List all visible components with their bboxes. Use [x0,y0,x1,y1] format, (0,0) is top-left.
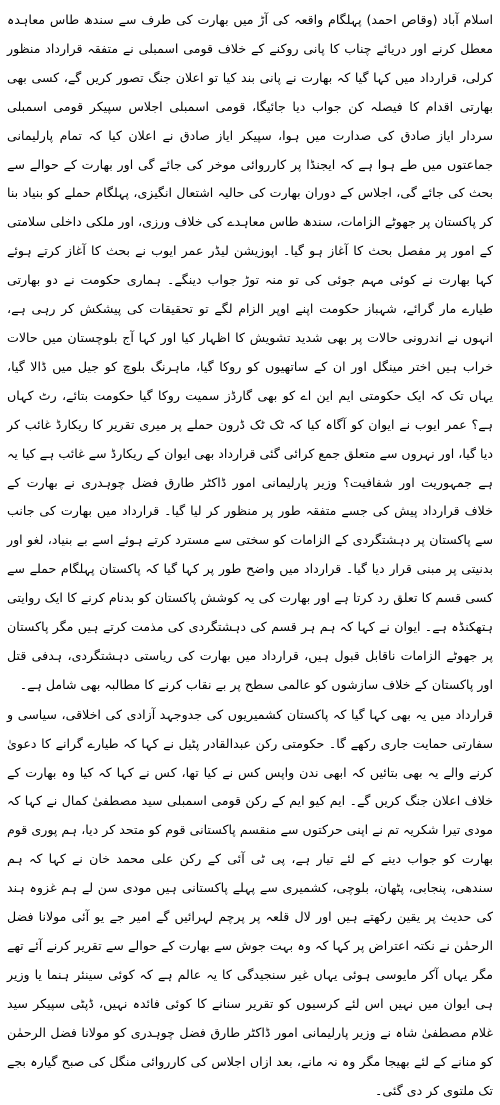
article-paragraph-2: قرارداد میں یہ بھی کہا گیا کہ پاکستان کشمیریوں کی جدوجہد آزادی کی اخلاقی، سیاسی و سفارتی حمایت جاری رکھے گا۔ حکومتی رکن عبدالقادر پٹیل نے کہا کہ طیارے گرانے کا دعویٰ کرنے والے یہ بھی بتائیں کہ ابھی ندن واپس کس نے کیا تھا، کس نے کہا کہ کیا وہ بھارت کے خلاف اعلان جنگ کریں گے۔ ایم کیو ایم کے رکن قومی اسمبلی سید مصطفیٰ کمال نے کہا کہ مودی تیرا شکریہ تم نے اپنی حرکتوں سے منقسم پاکستانی قوم کو متحد کر دیا، ہم پوری قوم بھارت کو جواب دینے کے لئے تیار ہے، پی ٹی آئی کے رکن علی محمد خان نے کہا کہ ہم سندھی، پنجابی، پٹھان، بلوچی، کشمیری سے پہلے پاکستانی ہیں مودی سن لے ہم غزوہ ہند کی حدیث پر یقین رکھتے ہیں اور لال قلعہ پر پرچم لہرائیں گے امیر جے یو آئی مولانا فضل الرحمٰن نے نکتہ اعتراض پر کہا کہ وہ بہت جوش سے بھارت کے حوالے سے تقریر کرنے آئے تھے مگر یہاں آکر مایوسی ہوئی یہاں غیر سنجیدگی کا یہ عالم ہے کہ کوئی سینئر ہنما یا وزیر ہی ایوان میں نہیں اس لئے کرسیوں کو تقریر سنانے کا کوئی فائدہ نہیں، ڈپٹی سپیکر سید غلام مصطفیٰ شاہ نے وزیر پارلیمانی امور ڈاکٹر طارق فضل چوہدری کو مولانا فضل الرحمٰن کو منانے کے لئے بھیجا مگر وہ نہ مانے، بعد ازاں اجلاس کی کارروائی منگل کی صبح گیارہ بجے تک ملتوی کر دی گئی۔ [7,706,493,1098]
article-paragraph-1: اسلام آباد (وقاص احمد) پہلگام واقعہ کی آڑ میں بھارت کی طرف سے سندھ طاس معاہدہ معطل کرنے اور دریائے چناب کا پانی روکنے کے خلاف قومی اسمبلی نے متفقہ قرارداد منظور کرلی، قرارداد میں کہا گیا کہ بھارت نے پانی بند کیا تو اعلان جنگ تصور کریں گے، کسی بھی بھارتی اقدام کا فیصلہ کن جواب دیا جائیگا، قومی اسمبلی اجلاس سپیکر قومی اسمبلی سردار ایاز صادق کی صدارت میں ہوا، سپیکر ایاز صادق نے اعلان کیا کہ تمام پارلیمانی جماعتوں میں طے ہوا ہے کہ ایجنڈا پر کارروائی موخر کی جائے گی اور بھارت کے حوالے سے بحث کی جائے گی، اجلاس کے دوران بھارت کی حالیہ اشتعال انگیزی، پہلگام حملے کو بنیاد بنا کر پاکستان پر جھوٹے الزامات، سندھ طاس معاہدے کی خلاف ورزی، اور ملکی داخلی سلامتی کے امور پر مفصل بحث کا آغاز ہو گیا۔ اپوزیشن لیڈر عمر ایوب نے بحث کا آغاز کرتے ہوئے کہا بھارت نے کوئی مہم جوئی کی تو منہ توڑ جواب دینگے۔ ہماری حکومت نے دو بھارتی طیارے مار گرائے، شہباز حکومت اپنے اوپر الزام لگے تو تحقیقات کی پیشکش کر رہی ہے، انہوں نے اندرونی حالات پر بھی شدید تشویش کا اظہار کیا اور کہا آج بلوچستان میں حالات خراب ہیں اختر مینگل اور ان کے ساتھیوں کو روکا گیا، ماہرنگ بلوچ کو جیل میں ڈالا گیا، یہاں تک کہ ایک حکومتی ایم این اے کو بھی گارڈز سمیت روکا گیا حکومت بتائے، رٹ کہاں ہے؟ عمر ایوب نے ایوان کو آگاہ کیا کہ ٹک ٹک ڈرون حملے پر میری تقریر کا ریکارڈ غائب کر دیا گیا، اور نہروں سے متعلق جمع کرائی گئی قرارداد بھی ایوان کے ریکارڈ سے غائب ہے کیا یہ ہے جمہوریت اور شفافیت؟ وزیر پارلیمانی امور ڈاکٹر طارق فضل چوہدری نے بھارت کے خلاف قرارداد پیش کی جسے متفقہ طور پر منظور کر لیا گیا۔ قرارداد میں بھارت کی جانب سے پاکستان پر دہشتگردی کے الزامات کو سختی سے مسترد کرتے ہوئے اسے بے بنیاد، لغو اور بدنیتی پر مبنی قرار دیا گیا۔ قرارداد میں واضح طور پر کہا گیا کہ پاکستان پہلگام حملے سے کسی قسم کا تعلق رد کرتا ہے اور بھارت کی یہ کوشش پاکستان کو بدنام کرنے کا ایک روایتی ہتھکنڈہ ہے۔ ایوان نے کہا کہ ہم ہر قسم کی دہشتگردی کی مذمت کرتے ہیں مگر پاکستان پر جھوٹے الزامات ناقابل قبول ہیں، قرارداد میں بھارت کی ریاستی دہشتگردی، ہدفی قتل اور پاکستان کے خلاف سازشوں کو عالمی سطح پر بے نقاب کرنے کا مطالبہ بھی شامل ہے۔ [7,12,493,692]
